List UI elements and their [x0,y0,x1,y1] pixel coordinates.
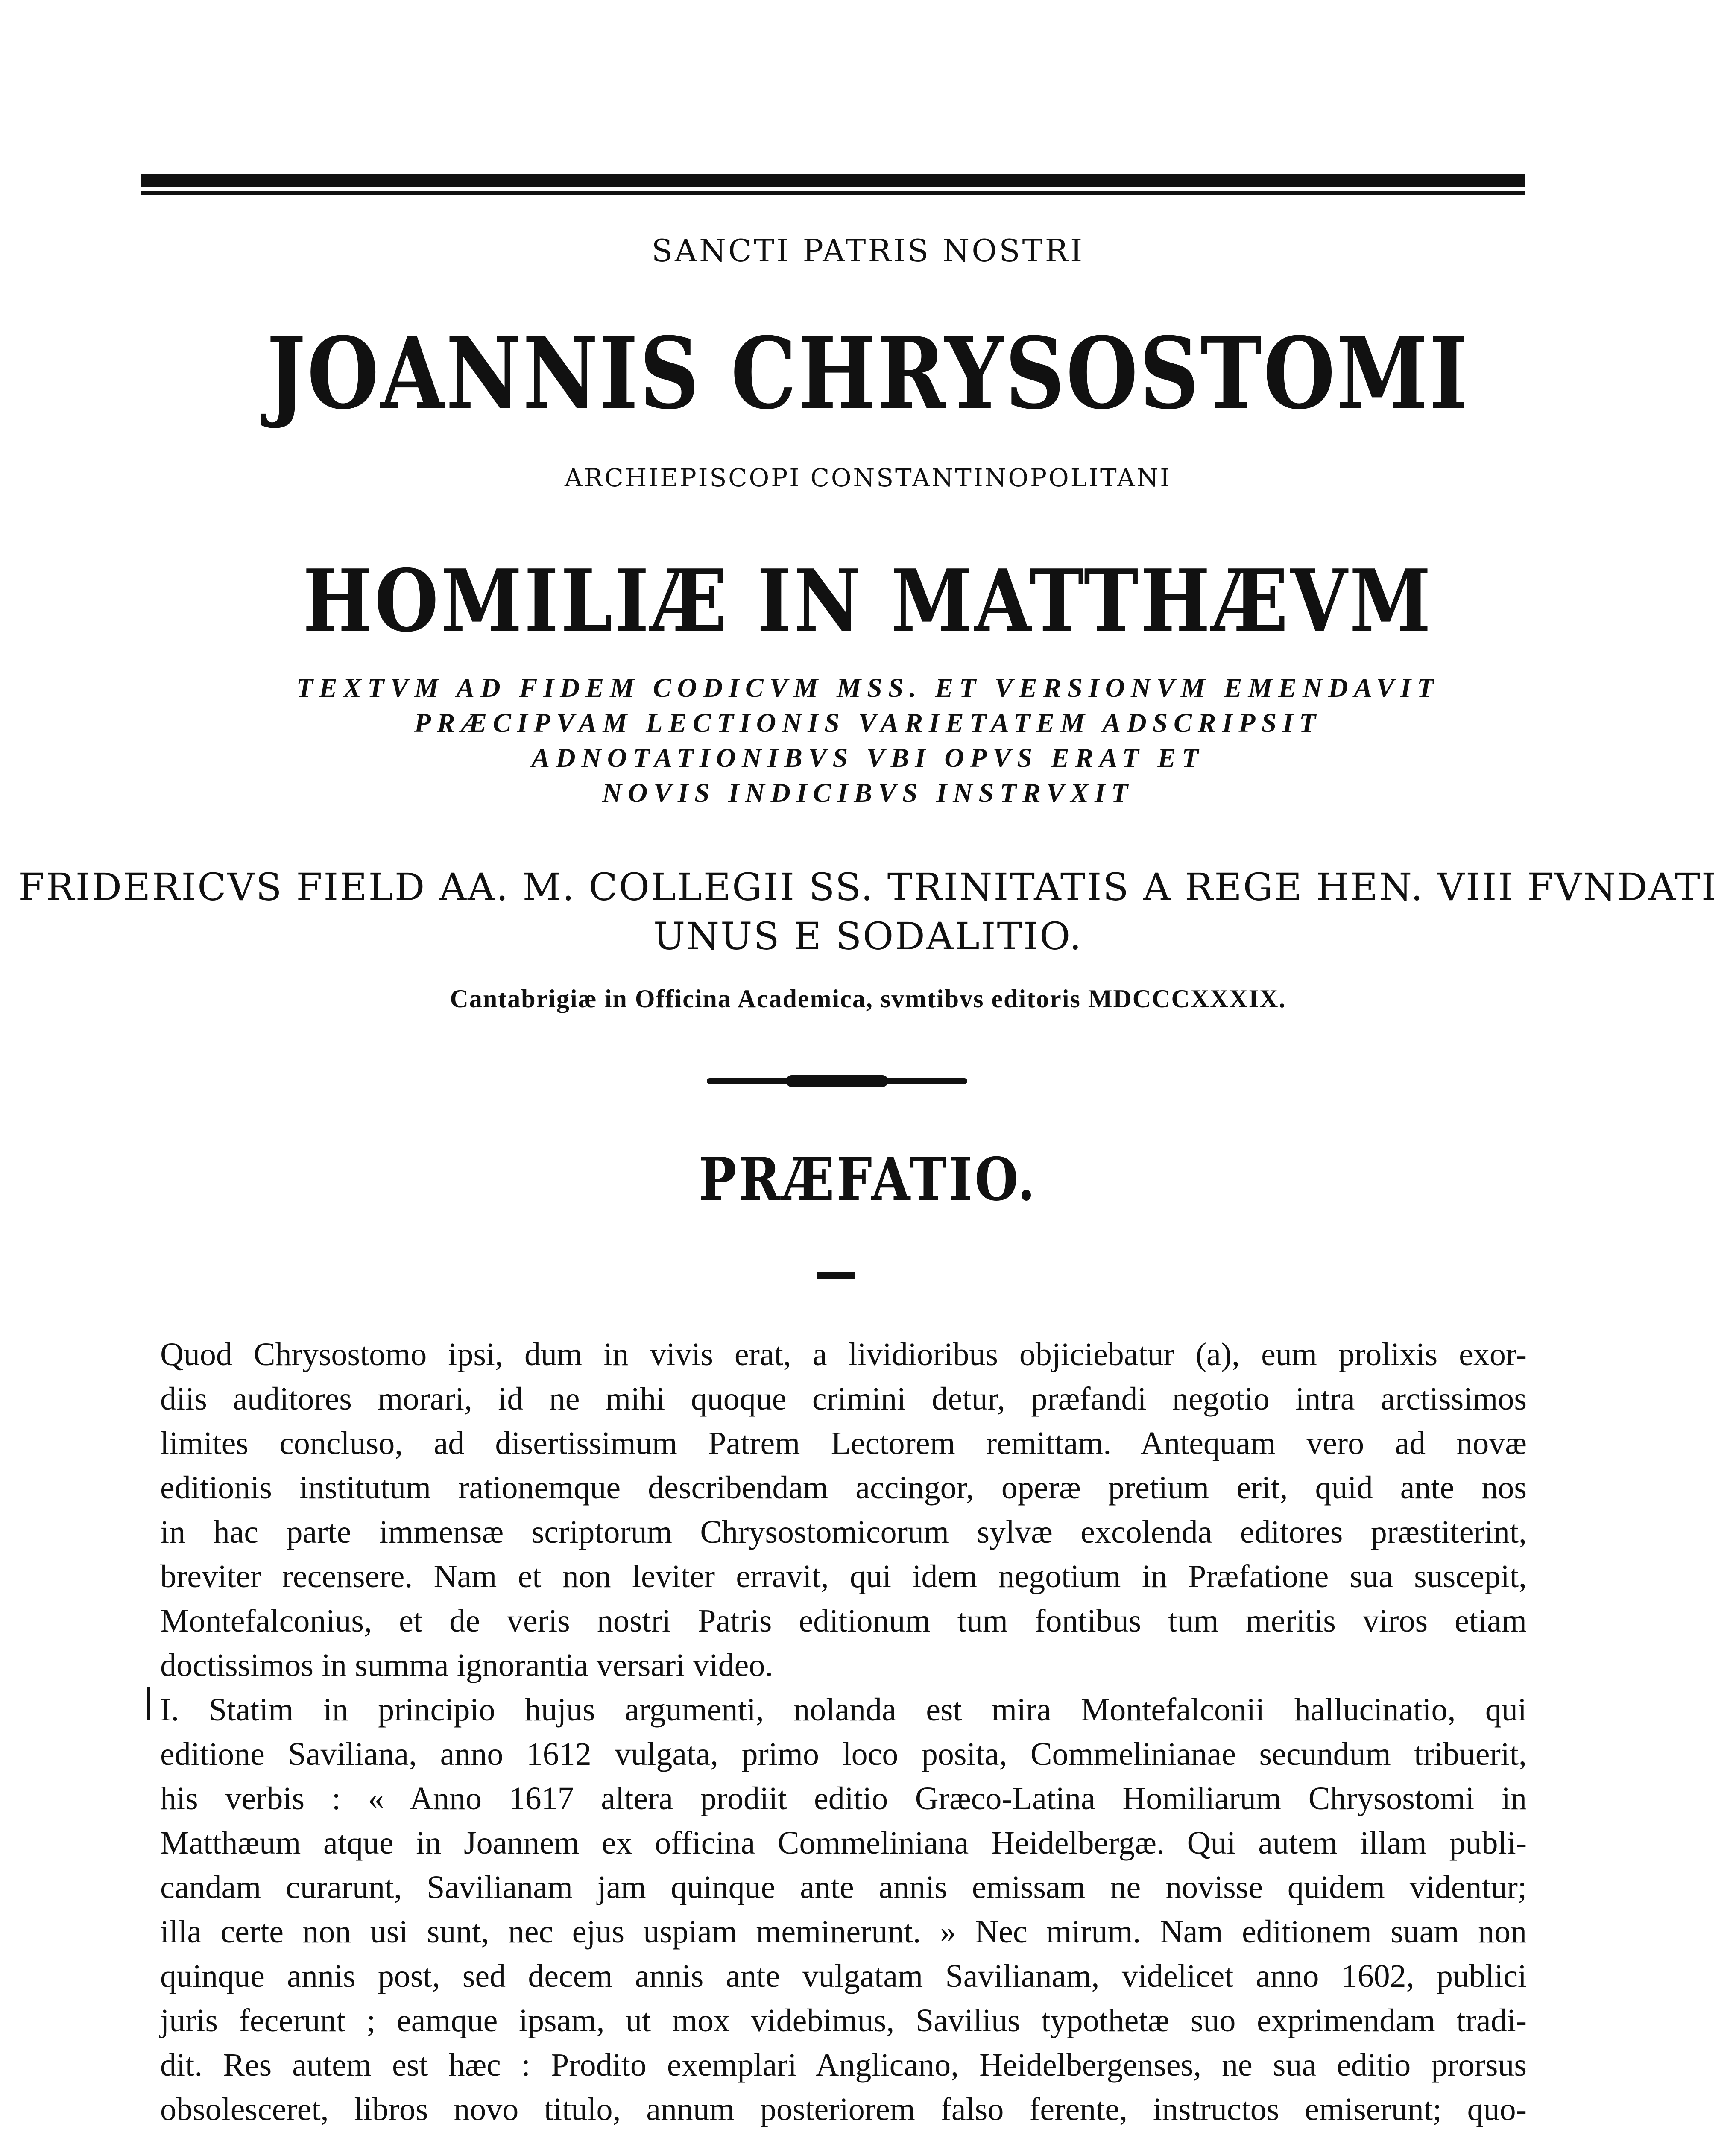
body-line: obsolesceret, libros novo titulo, annum posteriorem falso ferente, instructos emiserunt; quo- [160,2091,1527,2127]
body-line [160,2132,1527,2135]
superhead: SANCTI PATRIS NOSTRI [651,233,1085,269]
author-title: JOANNIS CHRYSOSTOMI [266,316,1470,431]
body-line: diis auditores morari, id ne mihi quoque crimini detur, præfandi negotio intra arctissimos [160,1381,1527,1417]
body-line: Matthæum atque in Joannem ex officina Commeliniana Heidelbergæ. Qui autem illam publi- [160,1825,1527,1861]
body-line: I. Statim in principio hujus argumenti, nolanda est mira Montefalconii hallucinatio, qui [160,1692,1527,1728]
imprint: Cantabrigiæ in Officina Academica, svmtibvs editoris MDCCCXXXIX. [450,985,1286,1013]
edition-statement-line: ADNOTATIONIBVS VBI OPVS ERAT ET [531,743,1205,773]
body-line: his verbis : « Anno 1617 altera prodiit editio Græco-Latina Homiliarum Chrysostomi in [160,1781,1527,1816]
edition-statement [0,670,1736,810]
preface-body [160,1332,1527,2135]
body-line: candam curarunt, Savilianam jam quinque ante annis emissam ne novisse quidem videntur; [160,1869,1527,1905]
body-line: in hac parte immensæ scriptorum Chrysostomicorum sylvæ excolenda editores præstiterint, [160,1514,1527,1550]
top-rule-thin [141,191,1525,195]
body-line: doctissimos in summa ignorantia versari video. [160,1647,773,1683]
edition-statement-line: PRÆCIPVAM LECTIONIS VARIETATEM ADSCRIPSIT [414,708,1322,738]
top-rule-thick [141,174,1525,187]
edition-statement-line: TEXTVM AD FIDEM CODICVM MSS. ET VERSIONVM EMENDAVIT [296,673,1440,703]
editor-credit-line: FRIDERICVS FIELD AA. M. COLLEGII SS. TRINITATIS A REGE HEN. VIII FVNDATI [18,865,1718,909]
heading-dash [817,1272,855,1279]
section-heading: PRÆFATIO. [699,1144,1037,1214]
body-line: Montefalconius, et de veris nostri Patris editionum tum fontibus tum meritis viros etiam [160,1603,1527,1639]
body-line: limites concluso, ad disertissimum Patrem Lectorem remittam. Antequam vero ad novæ [160,1425,1527,1461]
body-line: editionis institutum rationemque describendam accingor, operæ pretium erit, quid ante nos [160,1470,1527,1506]
body-line: breviter recensere. Nam et non leviter erravit, qui idem negotium in Præfatione sua suscepit, [160,1559,1527,1594]
editor-credit [0,863,1736,961]
author-subtitle: ARCHIEPISCOPI CONSTANTINOPOLITANI [564,463,1172,492]
ornament-center [786,1075,888,1087]
margin-mark [147,1687,150,1720]
editor-credit-line: UNUS E SODALITIO. [653,914,1083,958]
work-title: HOMILIÆ IN MATTHÆVM [303,551,1433,651]
body-line: juris fecerunt ; eamque ipsam, ut mox videbimus, Savilius typothetæ suo exprimendam tradi- [160,2003,1527,2038]
body-line: editione Saviliana, anno 1612 vulgata, primo loco posita, Commelinianae secundum tribuerit, [160,1736,1527,1772]
body-line: Quod Chrysostomo ipsi, dum in vivis erat, a lividioribus objiciebatur (a), eum prolixis exor- [160,1337,1527,1372]
edition-statement-line: NOVIS INDICIBVS INSTRVXIT [602,778,1134,808]
body-line: dit. Res autem est hæc : Prodito exemplari Anglicano, Heidelbergenses, ne sua editio prorsus [160,2047,1527,2083]
body-line: quinque annis post, sed decem annis ante vulgatam Savilianam, videlicet anno 1602, publici [160,1958,1527,1994]
body-line: illa certe non usi sunt, nec ejus uspiam meminerunt. » Nec mirum. Nam editionem suam non [160,1914,1527,1950]
